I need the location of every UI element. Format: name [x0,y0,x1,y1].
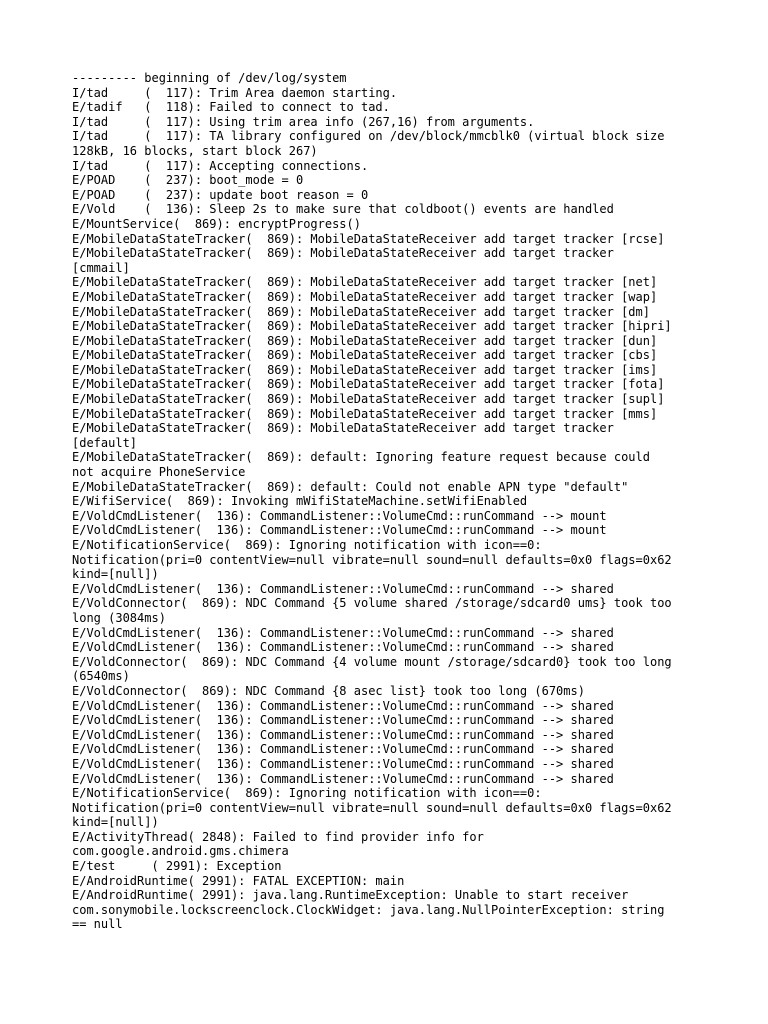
log-line: E/VoldConnector( 869): NDC Command {8 asec list} took too long (670ms) [72,683,585,698]
log-line: E/MobileDataStateTracker( 869): MobileDataStateReceiver add target tracker [cbs] [72,348,658,363]
log-line: E/MobileDataStateTracker( 869): MobileDataStateReceiver add target tracker [72,246,614,261]
log-line: E/VoldCmdListener( 136): CommandListener::VolumeCmd::runCommand --> shared [72,581,614,596]
log-line: I/tad ( 117): Using trim area info (267,16) from arguments. [72,114,535,129]
log-line: kind=[null]) [72,567,159,582]
log-line: com.sonymobile.lockscreenclock.ClockWidget: java.lang.NullPointerException: string [72,902,665,917]
log-line: E/VoldCmdListener( 136): CommandListener::VolumeCmd::runCommand --> shared [72,640,614,655]
log-line: E/MountService( 869): encryptProgress() [72,216,361,231]
log-line: E/VoldCmdListener( 136): CommandListener::VolumeCmd::runCommand --> shared [72,742,614,757]
log-line: I/tad ( 117): TA library configured on /dev/block/mmcblk0 (virtual block size [72,129,665,144]
log-line: E/MobileDataStateTracker( 869): default: Could not enable APN type "default" [72,479,629,494]
log-line: I/tad ( 117): Trim Area daemon starting. [72,85,398,100]
log-line: E/MobileDataStateTracker( 869): MobileDataStateReceiver add target tracker [mms] [72,406,658,421]
log-line: E/MobileDataStateTracker( 869): MobileDataStateReceiver add target tracker [wap] [72,289,658,304]
log-line: E/Vold ( 136): Sleep 2s to make sure that coldboot() events are handled [72,202,614,217]
log-line: [default] [72,435,138,450]
log-line: E/VoldConnector( 869): NDC Command {4 volume mount /storage/sdcard0} took too long [72,654,672,669]
log-line: E/AndroidRuntime( 2991): java.lang.RuntimeException: Unable to start receiver [72,888,629,903]
log-line: E/MobileDataStateTracker( 869): MobileDataStateReceiver add target tracker [72,421,614,436]
log-document [72,71,712,932]
log-line: E/VoldConnector( 869): NDC Command {5 volume shared /storage/sdcard0 ums} took too [72,596,672,611]
log-line: E/NotificationService( 869): Ignoring notification with icon==0: [72,538,542,552]
log-line: E/MobileDataStateTracker( 869): MobileDataStateReceiver add target tracker [dm] [72,304,650,319]
log-line: E/MobileDataStateTracker( 869): MobileDataStateReceiver add target tracker [ims] [72,362,658,377]
log-line: Notification(pri=0 contentView=null vibrate=null sound=null defaults=0x0 flags=0x62 [72,552,672,567]
log-line: kind=[null]) [72,815,159,830]
log-line: E/MobileDataStateTracker( 869): MobileDataStateReceiver add target tracker [fota] [72,377,665,392]
log-line: 128kB, 16 blocks, start block 267) [72,143,318,158]
log-line: (6540ms) [72,669,130,684]
log-line: == null [72,917,123,932]
log-line: E/VoldCmdListener( 136): CommandListener::VolumeCmd::runCommand --> shared [72,698,614,713]
log-line: com.google.android.gms.chimera [72,844,289,859]
log-line: E/AndroidRuntime( 2991): FATAL EXCEPTION: main [72,873,405,888]
log-line: E/VoldCmdListener( 136): CommandListener::VolumeCmd::runCommand --> mount [72,508,607,523]
log-line: E/POAD ( 237): boot_mode = 0 [72,173,304,188]
log-line: E/VoldCmdListener( 136): CommandListener::VolumeCmd::runCommand --> shared [72,625,614,640]
log-line: E/test ( 2991): Exception [72,859,282,874]
log-line: E/MobileDataStateTracker( 869): MobileDataStateReceiver add target tracker [net] [72,275,658,290]
log-line: E/POAD ( 237): update boot reason = 0 [72,187,369,202]
log-line: E/VoldCmdListener( 136): CommandListener::VolumeCmd::runCommand --> shared [72,713,614,728]
log-line: E/VoldCmdListener( 136): CommandListener::VolumeCmd::runCommand --> shared [72,756,614,771]
log-line: Notification(pri=0 contentView=null vibrate=null sound=null defaults=0x0 flags=0x62 [72,800,672,815]
log-line: E/VoldCmdListener( 136): CommandListener::VolumeCmd::runCommand --> mount [72,523,607,538]
log-line: --------- beginning of /dev/log/system [72,71,347,85]
log-line: E/VoldCmdListener( 136): CommandListener::VolumeCmd::runCommand --> shared [72,771,614,786]
log-line: not acquire PhoneService [72,465,246,480]
log-line: E/MobileDataStateTracker( 869): MobileDataStateReceiver add target tracker [supl] [72,392,665,407]
log-line: E/WifiService( 869): Invoking mWifiStateMachine.setWifiEnabled [72,494,528,509]
log-line: I/tad ( 117): Accepting connections. [72,158,369,173]
log-line: [cmmail] [72,260,130,275]
log-line: E/MobileDataStateTracker( 869): MobileDataStateReceiver add target tracker [dun] [72,333,658,348]
log-line: E/MobileDataStateTracker( 869): MobileDataStateReceiver add target tracker [rcse] [72,231,665,246]
log-line: E/ActivityThread( 2848): Failed to find provider info for [72,829,484,844]
log-line: E/MobileDataStateTracker( 869): MobileDataStateReceiver add target tracker [hipri] [72,319,672,334]
log-line: E/VoldCmdListener( 136): CommandListener::VolumeCmd::runCommand --> shared [72,727,614,742]
log-line: E/NotificationService( 869): Ignoring notification with icon==0: [72,786,542,801]
log-line: E/tadif ( 118): Failed to connect to tad. [72,100,390,115]
log-line: E/MobileDataStateTracker( 869): default: Ignoring feature request because could [72,450,650,465]
log-line: long (3084ms) [72,610,166,625]
